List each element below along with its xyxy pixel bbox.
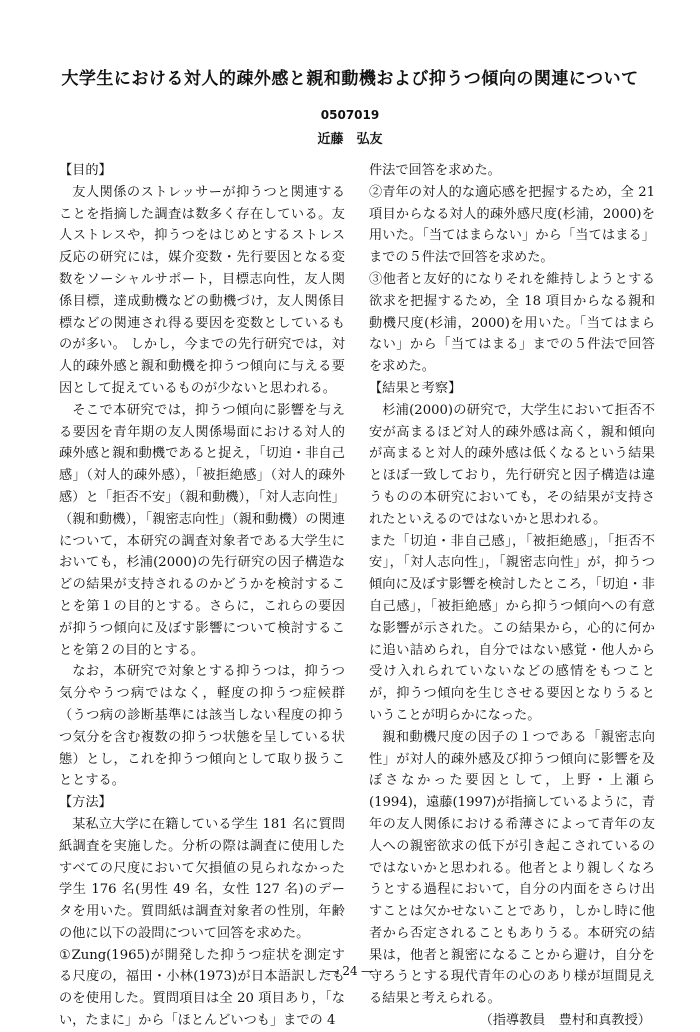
purpose-paragraph-2: そこで本研究では，抑うつ傾向に影響を与える要因を青年期の友人関係場面における対人的疎外感と親和動機であると捉え，「切迫・非自己感」（対人的疎外感），「被拒絶感」（対人的疎外感）と「拒否不安」（親和動機），「対人志向性」（親和動機），「親密志向性」（親和動機）の関連について，本研究の調査対象者である大学生においても，杉浦(2000)の先行研究の因子構造などの結果が支持されるのかどうかを検討することを第１の目的とする。さらに，これらの要因が抑うつ傾向に及ぼす影響について検討することを第２の目的とする。 xyxy=(59,402,345,658)
heading-results: 【結果と考察】 xyxy=(369,380,462,396)
author-name: 近藤 弘友 xyxy=(317,132,383,147)
student-id: 0507019 xyxy=(320,108,380,122)
heading-method: 【方法】 xyxy=(59,795,112,811)
method-item-1: ①Zung(1965)が開発した抑うつ症状を測定する尺度の，福田・小林(1973)が日本語訳したものを使用した。質問項目は全 20 項目あり，「ない，たまに」から「ほとんどいつも」までの 4 xyxy=(59,947,345,1029)
method-item-1-continued: 件法で回答を求めた。 xyxy=(369,163,501,178)
page-number: ― 24 ― xyxy=(326,964,374,978)
method-item-3: ③他者と友好的になりそれを維持しようとする欲求を把握するため，全 18 項目からなる親和動機尺度(杉浦，2000)を用いた。「当てはまらない」から「当てはまる」までの５件法で回答を求めた。 xyxy=(369,271,655,375)
purpose-paragraph-3: なお，本研究で対象とする抑うつは，抑うつ気分やうつ病ではなく，軽度の抑うつ症候群（うつ病の診断基準には該当しない程度の抑うつ気分を含む複数の抑うつ状態を呈している状態）とし，これを抑うつ傾向として取り扱うこととする。 xyxy=(59,664,345,789)
results-paragraph-2: また「切迫・非自己感」，「被拒絶感」，「拒否不安」，「対人志向性」，「親密志向性」が，抑うつ傾向に及ぼす影響を検討したところ，「切迫・非自己感」，「被拒絶感」から抑うつ傾向への有意な影響が示された。この結果から，心的に何かに追い詰められ，自分ではない感覚・他人から受け入れられていないなどの感情をもつことが，抑うつ傾向を生じさせる要因となりうるということが明らかになった。 xyxy=(369,533,655,723)
heading-purpose: 【目的】 xyxy=(59,163,112,178)
results-paragraph-1: 杉浦(2000)の研究で，大学生において拒否不安が高まるほど対人的疎外感は高く，親和傾向が高まると対人的疎外感は低くなるという結果とほぼ一致しており，先行研究と因子構造は違うものの本研究においても，その結果が支持されたといえるのではないかと思われる。 xyxy=(369,402,655,527)
left-column xyxy=(59,160,345,1032)
purpose-paragraph-1: 友人関係のストレッサーが抑うつと関連することを指摘した調査は数多く存在している。友人ストレスや，抑うつをはじめとするストレス反応の研究には，媒介変数・先行要因となる変数をソーシャルサポート，目標志向性，友人関係目標，達成動機などの動機づけ，友人関係目標などの関連され得る要因を変数としているものが多い。 しかし，今までの先行研究では，対人的疎外感と親和動機を抑うつ傾向に与える要因として捉えているものが少ないと思われる。 xyxy=(59,184,345,396)
advisor-credit: （指導教員 豊村和真教授） xyxy=(479,1013,651,1029)
results-paragraph-3: 親和動機尺度の因子の１つである「親密志向性」が対人的疎外感及び抑うつ傾向に影響を及ぼさなかった要因として，上野・上瀬ら(1994)，遠藤(1997)が指摘しているように，青年の友人関係における希薄さによって青年の友人への親密欲求の低下が引き起こされているのではないかと思われる。他者とより親しくなろうとする過程において，自分の内面をさらけ出すことは欠かせないことであり，しかし時に他者から否定されることもありうる。本研究の結果は，他者と親密になることから避け，自分を守ろうとする現代青年の心のあり様が垣間見える結果と考えられる。 xyxy=(369,729,655,1007)
paper-title: 大学生における対人的疎外感と親和動機および抑うつ傾向の関連について xyxy=(61,69,639,89)
right-column xyxy=(369,160,655,1032)
method-paragraph-1: 某私立大学に在籍している学生 181 名に質問紙調査を実施した。分析の際は調査に使用したすべての尺度において欠損値の見られなかった学生 176 名(男性 49 名，女性 127 名)のデータを用いた。質問紙は調査対象者の性別，年齢の他に以下の設問について回答を求めた。 xyxy=(59,816,345,941)
method-item-2: ②青年の対人的な適応感を把握するため，全 21 項目からなる対人的疎外感尺度(杉浦，2000)を用いた。「当てはまらない」から「当てはまる」までの５件法で回答を求めた。 xyxy=(369,184,655,266)
